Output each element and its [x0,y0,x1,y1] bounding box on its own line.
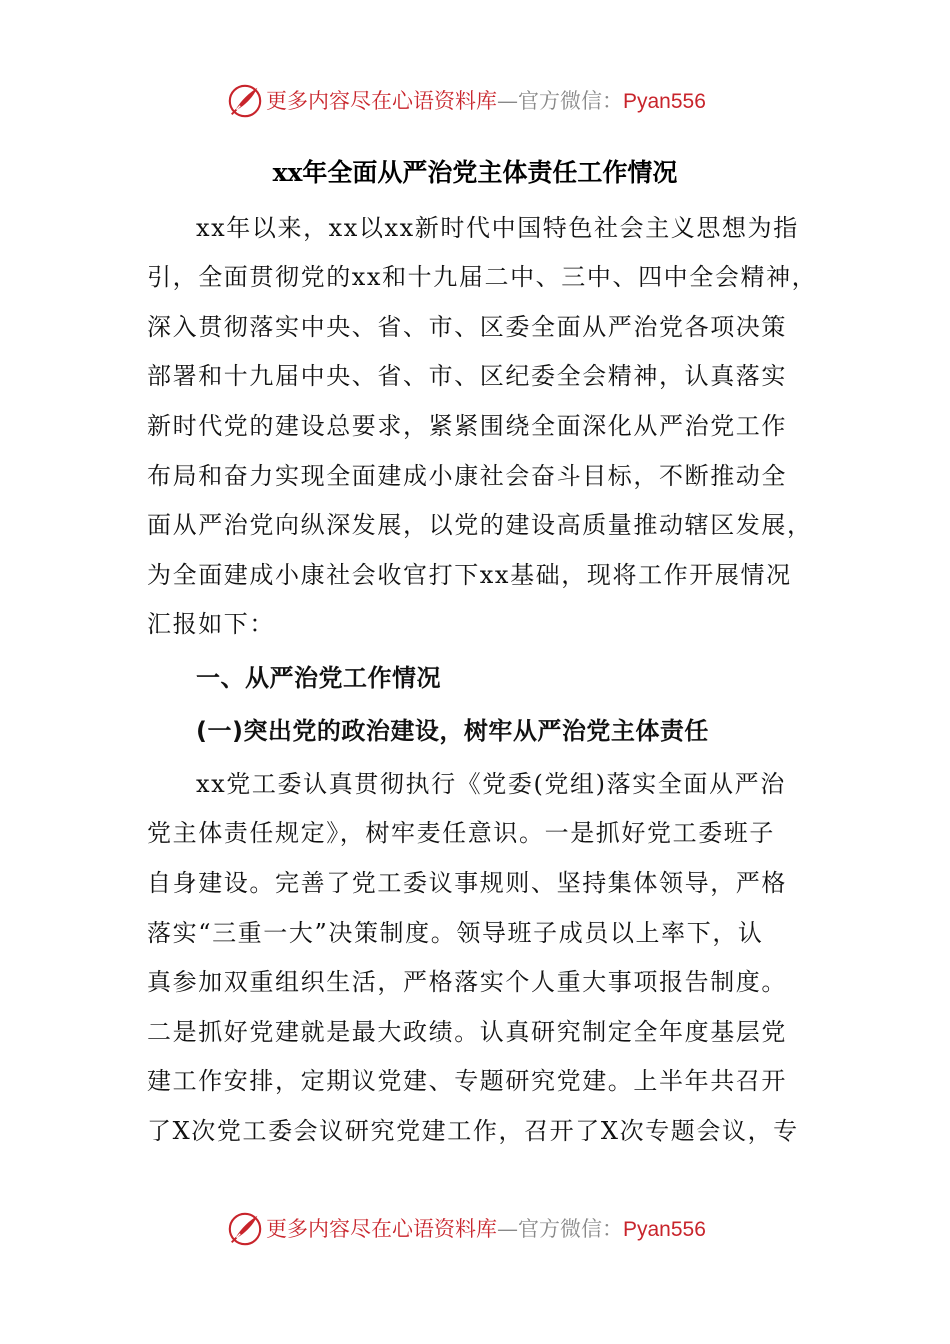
paragraph-line: xx党工委认真贯彻执行《党委(党组)落实全面从严治 [196,770,786,798]
watermark-main: 更多内容尽在心语资料库 [266,89,497,113]
watermark-dash: — [497,1217,518,1241]
watermark-text [266,86,706,117]
paragraph-line: 引，全面贯彻党的xx和十九届二中、三中、四中全会精神， [147,263,818,291]
section-heading-1: 一、从严治党工作情况 [196,664,441,692]
watermark-header [0,80,950,124]
document-title: xx年全面从严治党主体责任工作情况 [272,158,678,187]
paragraph-line: 面从严治党向纵深发展，以党的建设高质量推动辖区发展， [147,511,813,539]
watermark-wechat-id: Pyan556 [623,1218,706,1241]
quill-pen-icon [226,1210,264,1248]
paragraph-line: 布局和奋力实现全面建成小康社会奋斗目标，不断推动全 [147,462,787,490]
paragraph-line: 二是抓好党建就是最大政绩。认真研究制定全年度基层党 [147,1018,787,1046]
paragraph-line: 部署和十九届中央、省、市、区纪委全会精神，认真落实 [147,362,787,390]
watermark-wechat-label: 官方微信： [518,89,623,113]
paragraph-line: 党主体责任规定》，树牢麦任意识。一是抓好党工委班子 [147,819,775,847]
watermark-text [266,1214,706,1245]
paragraph-line: 汇报如下： [147,610,275,638]
paragraph-line: 真参加双重组织生活，严格落实个人重大事项报告制度。 [147,968,787,996]
paragraph-line: 自身建设。完善了党工委议事规则、坚持集体领导，严格 [147,869,787,897]
watermark-footer [0,1208,950,1252]
paragraph-line: 新时代党的建设总要求，紧紧围绕全面深化从严治党工作 [147,412,787,440]
paragraph-line: 为全面建成小康社会收官打下xx基础，现将工作开展情况 [147,561,792,589]
paragraph-line: 建工作安排，定期议党建、专题研究党建。上半年共召开 [147,1067,787,1095]
paragraph-line: 了X次党工委会议研究党建工作，召开了X次专题会议，专 [147,1117,799,1145]
paragraph-line: 落实“三重一大”决策制度。领导班子成员以上率下，认 [147,919,764,947]
paragraph-line: xx年以来，xx以xx新时代中国特色社会主义思想为指 [196,214,799,242]
section-heading-2: (一)突出党的政治建设，树牢从严治党主体责任 [196,717,709,745]
watermark-dash: — [497,89,518,113]
paragraph-line: 深入贯彻落实中央、省、市、区委全面从严治党各项决策 [147,313,787,341]
watermark-wechat-label: 官方微信： [518,1217,623,1241]
watermark-wechat-id: Pyan556 [623,90,706,113]
watermark-main: 更多内容尽在心语资料库 [266,1217,497,1241]
quill-pen-icon [226,82,264,120]
